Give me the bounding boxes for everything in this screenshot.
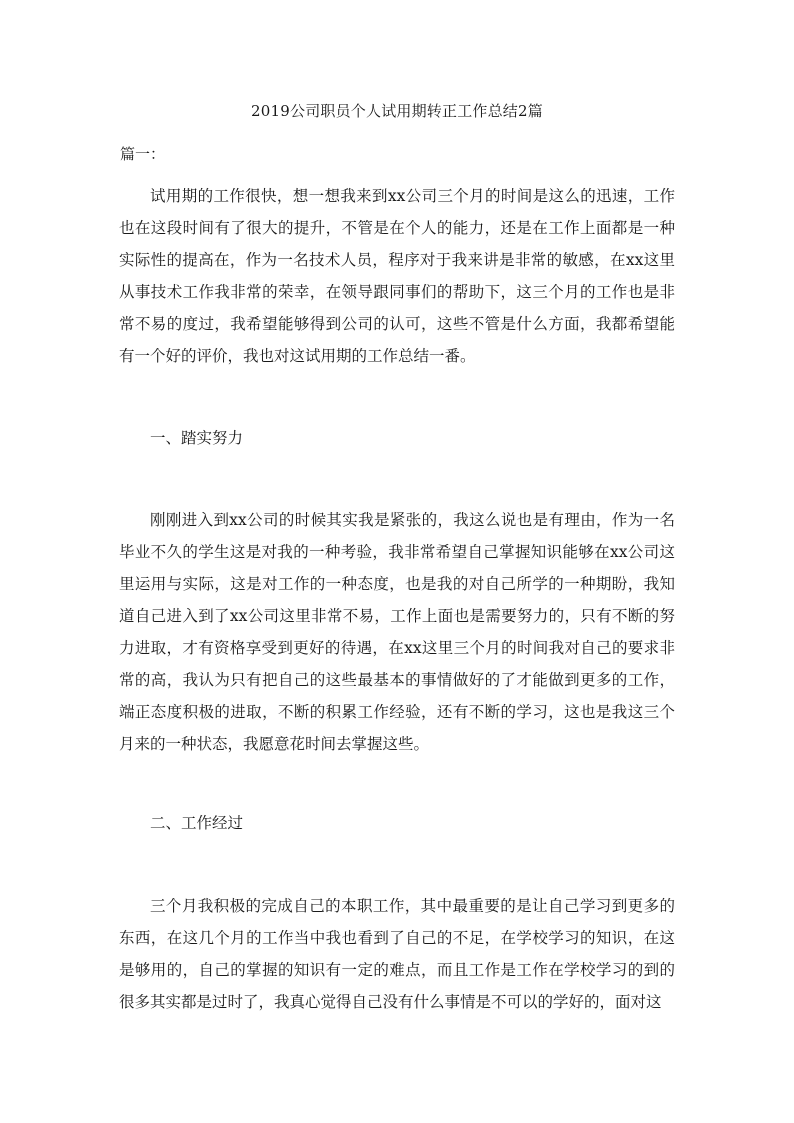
document-title: 2019公司职员个人试用期转正工作总结2篇 [251,102,543,120]
section-heading: 二、工作经过 [150,814,244,832]
section-heading: 一、踏实努力 [150,429,244,447]
paragraph: 刚刚进入到xx公司的时候其实我是紧张的，我这么说也是有理由，作为一名毕业不久的学生这是对我的一种考验，我非常希望自己掌握知识能够在xx公司这里运用与实际，这是对工作的一种态度，也是我的对自己所学的一种期盼，我知道自己进入到了xx公司这里非常不易，工作上面也是需要努力的，只有不断的努力进取，才有资格享受到更好的待遇，在xx这里三个月的时间我对自己的要求非常的高，我认为只有把自己的这些最基本的事情做好的了才能做到更多的工作，端正态度积极的进取，不断的积累工作经验，还有不断的学习，这也是我这三个月来的一种状态，我愿意花时间去掌握这些。 [119,511,675,753]
part-label: 篇一： [120,145,166,163]
paragraph: 试用期的工作很快，想一想我来到xx公司三个月的时间是这么的迅速，工作也在这段时间有了很大的提升，不管是在个人的能力，还是在工作上面都是一种实际性的提高在，作为一名技术人员，程序对于我来讲是非常的敏感，在xx这里从事技术工作我非常的荣幸，在领导跟同事们的帮助下，这三个月的工作也是非常不易的度过，我希望能够得到公司的认可，这些不管是什么方面，我都希望能有一个好的评价，我也对这试用期的工作总结一番。 [119,187,675,365]
paragraph: 三个月我积极的完成自己的本职工作，其中最重要的是让自己学习到更多的东西，在这几个月的工作当中我也看到了自己的不足，在学校学习的知识，在这是够用的，自己的掌握的知识有一定的难点，而且工作是工作在学校学习的到的很多其实都是过时了，我真心觉得自己没有什么事情是不可以的学好的，面对这 [119,897,675,1011]
